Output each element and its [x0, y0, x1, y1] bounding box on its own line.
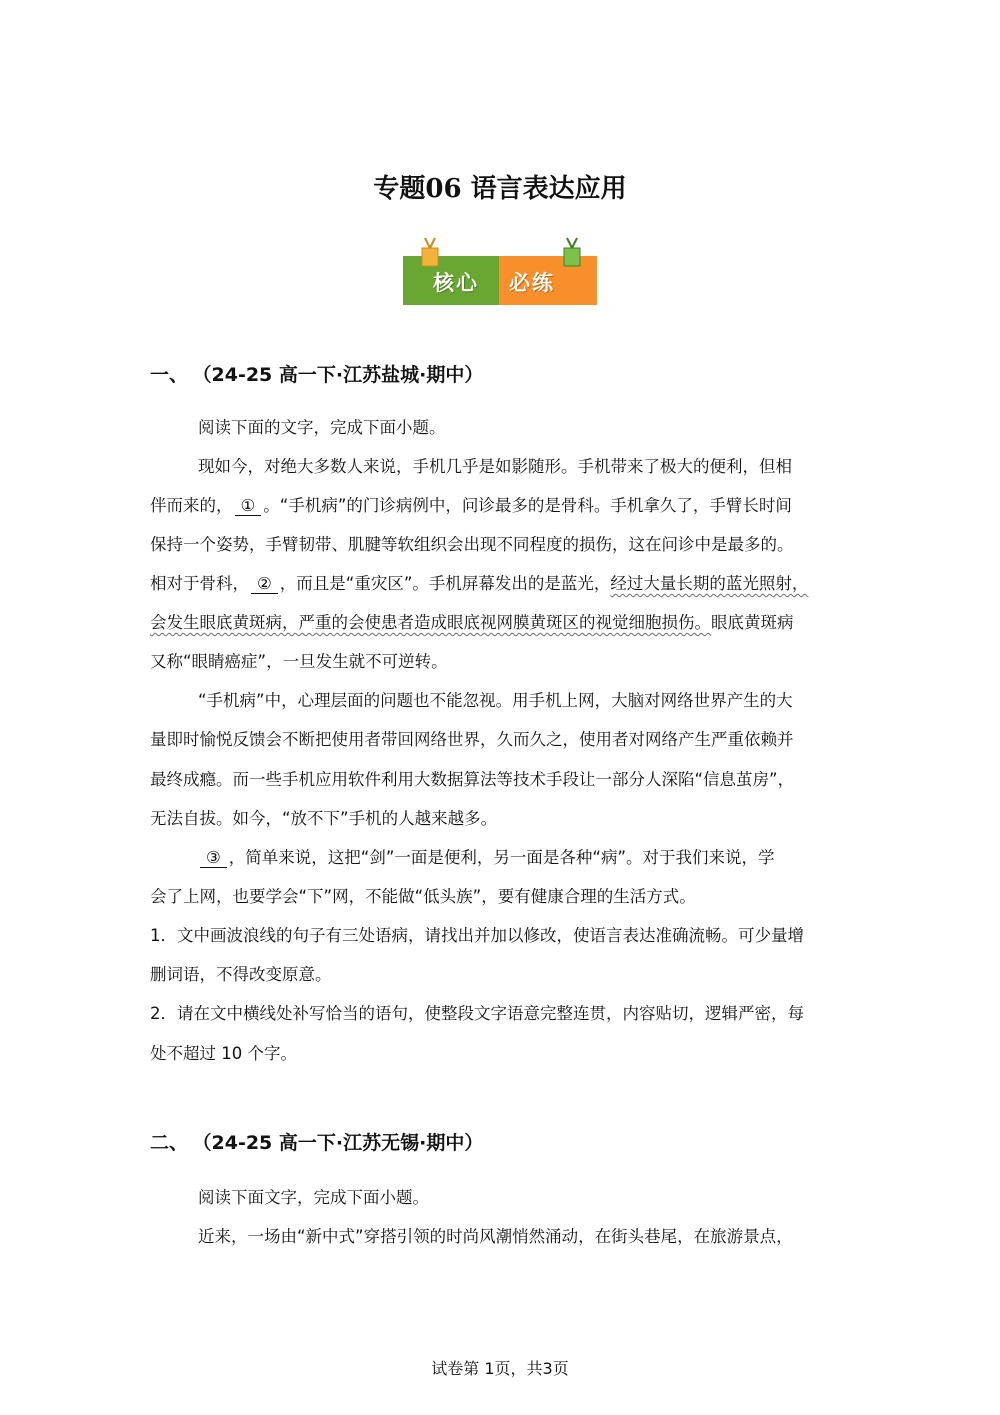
paragraph-line: ③ ，简单来说，这把“剑”一面是便利，另一面是各种“病”。对于我们来说，学 — [198, 844, 775, 868]
fill-blank-3: ③ — [200, 849, 227, 868]
section-2-source: （24-25 高一下·江苏无锡·期中） — [202, 1132, 484, 1154]
paragraph-line: 又称“眼睛癌症”，一旦发生就不可逆转。 — [150, 652, 448, 671]
core-practice-banner — [403, 236, 597, 306]
section-2-intro: 阅读下面文字，完成下面小题。 — [198, 1188, 429, 1207]
paragraph-line: 相对于骨科， ② ，而且是“重灾区”。手机屏幕发出的是蓝光，经过大量长期的蓝光照射， — [150, 574, 809, 593]
paragraph-line: 无法自拔。如今，“放不下”手机的人越来越多。 — [150, 809, 498, 828]
question-2-continued: 处不超过 10 个字。 — [150, 1044, 297, 1063]
wavy-underlined-sentence: 经过大量长期的蓝光照射， — [610, 574, 809, 593]
question-1-continued: 删词语，不得改变原意。 — [150, 965, 332, 984]
banner-left-text: 核心 — [433, 271, 479, 295]
paragraph-line: 近来，一场由“新中式”穿搭引领的时尚风潮悄然涌动，在街头巷尾，在旅游景点， — [198, 1227, 793, 1246]
fill-blank-2: ② — [251, 575, 278, 594]
binder-clip-icon — [561, 236, 583, 268]
paragraph-line: 最终成瘾。而一些手机应用软件利用大数据算法等技术手段让一部分人深陷“信息茧房”， — [150, 770, 795, 789]
page-footer: 试卷第 1页，共3页 — [431, 1359, 569, 1378]
banner-right-text: 必练 — [509, 271, 555, 295]
page-title: 专题06 语言表达应用 — [373, 174, 627, 204]
fill-blank-1: ① — [235, 497, 262, 516]
paragraph-line: 保持一个姿势，手臂韧带、肌腱等软组织会出现不同程度的损伤，这在问诊中是最多的。 — [150, 535, 794, 554]
binder-clip-icon — [419, 236, 441, 268]
section-2-heading — [150, 1128, 483, 1155]
section-1-source: （24-25 高一下·江苏盐城·期中） — [202, 364, 484, 386]
wavy-underlined-sentence: 会发生眼底黄斑病，严重的会使患者造成眼底视网膜黄斑区的视觉细胞损伤。 — [150, 613, 711, 632]
question-1: 1．文中画波浪线的句子有三处语病，请找出并加以修改，使语言表达准确流畅。可少量增 — [150, 926, 804, 945]
section-2-label: 二、 — [150, 1132, 189, 1154]
section-1-heading — [150, 360, 483, 387]
paragraph-line: 会发生眼底黄斑病，严重的会使患者造成眼底视网膜黄斑区的视觉细胞损伤。眼底黄斑病 — [150, 613, 794, 632]
question-2: 2．请在文中横线处补写恰当的语句，使整段文字语意完整连贯，内容贴切，逻辑严密，每 — [150, 1004, 804, 1023]
section-1-label: 一、 — [150, 364, 189, 386]
section-1-intro: 阅读下面的文字，完成下面小题。 — [198, 418, 446, 437]
paragraph-line: 伴而来的， ① 。“手机病”的门诊病例中，问诊最多的是骨科。手机拿久了，手臂长时间 — [150, 496, 792, 515]
paragraph-line: 现如今，对绝大多数人来说，手机几乎是如影随形。手机带来了极大的便利，但相 — [198, 457, 792, 476]
paragraph-line: 量即时愉悦反馈会不断把使用者带回网络世界，久而久之，使用者对网络产生严重依赖并 — [150, 730, 794, 749]
paragraph-line: “手机病”中，心理层面的问题也不能忽视。用手机上网，大脑对网络世界产生的大 — [198, 691, 793, 710]
paragraph-line: 会了上网，也要学会“下”网，不能做“低头族”，要有健康合理的生活方式。 — [150, 887, 696, 906]
